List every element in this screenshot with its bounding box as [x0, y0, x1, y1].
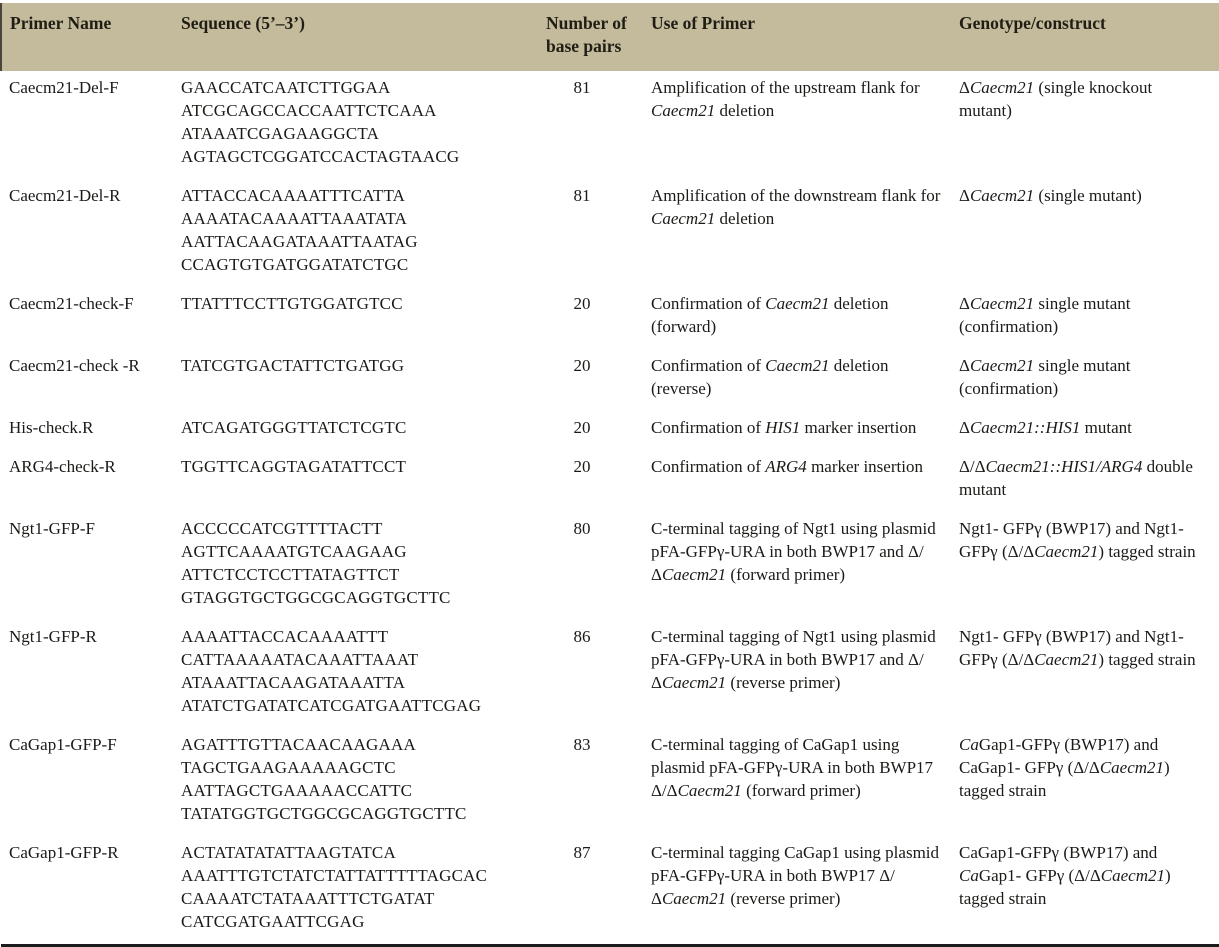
sequence-cell: AGATTTGTTACAACAAGAAA TAGCTGAAGAAAAAGCTC AATTAGCTGAAAAACCATTC TATATGGTGCTGGCGCAGGTGCTTC [181, 735, 467, 823]
base-pairs-cell: 20 [573, 457, 591, 476]
base-pairs-cell: 20 [573, 356, 591, 375]
genotype-construct-cell: CaGap1-GFPγ (BWP17) and CaGap1- GFPγ (Δ/ΔCaecm21) tagged strain [959, 843, 1171, 908]
sequence-cell: ACTATATATATTAAGTATCA AAATTTGTCTATCTATTATTTTTAGCAC CAAAATCTATAAATTTCTGATAT CATCGATGAATTCGAG [181, 843, 488, 931]
primer-name-cell: Caecm21-check-F [9, 294, 134, 313]
page [0, 3, 1219, 947]
table-header [1, 3, 1219, 71]
sequence-cell: ACCCCCATCGTTTTACTT AGTTCAAAATGTCAAGAAG ATTCTCCTCCTTATAGTTCT GTAGGTGCTGGCGCAGGTGCTTC [181, 519, 451, 607]
use-of-primer-cell: C-terminal tagging of Ngt1 using plasmid pFA-GFPγ-URA in both BWP17 and Δ/ΔCaecm21 (forward primer) [651, 519, 936, 584]
use-of-primer-cell: Confirmation of HIS1 marker insertion [651, 418, 917, 437]
primer-name-cell: Caecm21-Del-R [9, 186, 121, 205]
base-pairs-cell: 81 [573, 78, 591, 97]
table-row [1, 287, 1219, 349]
column-header-sequence: Sequence (5’–3’) [181, 3, 541, 71]
use-of-primer-cell: Confirmation of ARG4 marker insertion [651, 457, 923, 476]
base-pairs-cell: 80 [573, 519, 591, 538]
base-pairs-cell: 20 [573, 294, 591, 313]
column-header-primer-name: Primer Name [1, 3, 181, 71]
table-row [1, 620, 1219, 728]
genotype-construct-cell: Ngt1- GFPγ (BWP17) and Ngt1- GFPγ (Δ/ΔCaecm21) tagged strain [959, 627, 1196, 669]
table-row [1, 179, 1219, 287]
genotype-construct-cell: CaGap1-GFPγ (BWP17) and CaGap1- GFPγ (Δ/ΔCaecm21) tagged strain [959, 735, 1170, 800]
use-of-primer-cell: C-terminal tagging of CaGap1 using plasmid pFA-GFPγ-URA in both BWP17 Δ/ΔCaecm21 (forward primer) [651, 735, 934, 800]
primer-name-cell: Caecm21-check -R [9, 356, 140, 375]
genotype-construct-cell: ΔCaecm21 (single mutant) [959, 186, 1142, 205]
sequence-cell: AAAATTACCACAAAATTT CATTAAAAATACAAATTAAAT ATAAATTACAAGATAAATTA ATATCTGATATCATCGATGAATTCGAG [181, 627, 482, 715]
base-pairs-cell: 83 [573, 735, 591, 754]
sequence-cell: ATTACCACAAAATTTCATTA AAAATACAAAATTAAATATA AATTACAAGATAAATTAATAG CCAGTGTGATGGATATCTGC [181, 186, 418, 274]
sequence-cell: ATCAGATGGGTTATCTCGTC [181, 418, 407, 437]
sequence-cell: GAACCATCAATCTTGGAA ATCGCAGCCACCAATTCTCAAA ATAAATCGAGAAGGCTA AGTAGCTCGGATCCACTAGTAACG [181, 78, 460, 166]
sequence-cell: TTATTTCCTTGTGGATGTCC [181, 294, 403, 313]
primer-name-cell: ARG4-check-R [9, 457, 116, 476]
table-row [1, 728, 1219, 836]
table-body [1, 71, 1219, 946]
sequence-cell: TATCGTGACTATTCTGATGG [181, 356, 405, 375]
base-pairs-cell: 86 [573, 627, 591, 646]
primer-name-cell: Ngt1-GFP-R [9, 627, 97, 646]
column-header-base-pairs: Number of base pairs [541, 3, 651, 71]
genotype-construct-cell: ΔCaecm21::HIS1 mutant [959, 418, 1132, 437]
sequence-cell: TGGTTCAGGTAGATATTCCT [181, 457, 407, 476]
genotype-construct-cell: ΔCaecm21 single mutant (confirmation) [959, 356, 1131, 398]
genotype-construct-cell: Ngt1- GFPγ (BWP17) and Ngt1- GFPγ (Δ/ΔCaecm21) tagged strain [959, 519, 1196, 561]
use-of-primer-cell: Confirmation of Caecm21 deletion (reverse) [651, 356, 889, 398]
table-row [1, 71, 1219, 179]
header-row [1, 3, 1219, 71]
base-pairs-cell: 81 [573, 186, 591, 205]
table-row [1, 411, 1219, 450]
column-header-use: Use of Primer [651, 3, 959, 71]
genotype-construct-cell: ΔCaecm21 (single knockout mutant) [959, 78, 1153, 120]
table-row [1, 512, 1219, 620]
use-of-primer-cell: C-terminal tagging CaGap1 using plasmid pFA-GFPγ-URA in both BWP17 Δ/ΔCaecm21 (reverse primer) [651, 843, 940, 908]
primer-name-cell: Caecm21-Del-F [9, 78, 119, 97]
use-of-primer-cell: Amplification of the downstream flank for Caecm21 deletion [651, 186, 941, 228]
table-row [1, 450, 1219, 512]
column-header-genotype: Genotype/construct [959, 3, 1219, 71]
genotype-construct-cell: ΔCaecm21 single mutant (confirmation) [959, 294, 1131, 336]
primer-name-cell: His-check.R [9, 418, 94, 437]
use-of-primer-cell: Amplification of the upstream flank for Caecm21 deletion [651, 78, 920, 120]
genotype-construct-cell: Δ/ΔCaecm21::HIS1/ARG4 double mutant [959, 457, 1193, 499]
table-row [1, 836, 1219, 946]
primer-table [0, 3, 1219, 947]
primer-name-cell: Ngt1-GFP-F [9, 519, 95, 538]
base-pairs-cell: 87 [573, 843, 591, 862]
use-of-primer-cell: Confirmation of Caecm21 deletion (forward) [651, 294, 889, 336]
primer-name-cell: CaGap1-GFP-R [9, 843, 119, 862]
table-row [1, 349, 1219, 411]
use-of-primer-cell: C-terminal tagging of Ngt1 using plasmid pFA-GFPγ-URA in both BWP17 and Δ/ΔCaecm21 (reverse primer) [651, 627, 936, 692]
primer-name-cell: CaGap1-GFP-F [9, 735, 117, 754]
base-pairs-cell: 20 [573, 418, 591, 437]
